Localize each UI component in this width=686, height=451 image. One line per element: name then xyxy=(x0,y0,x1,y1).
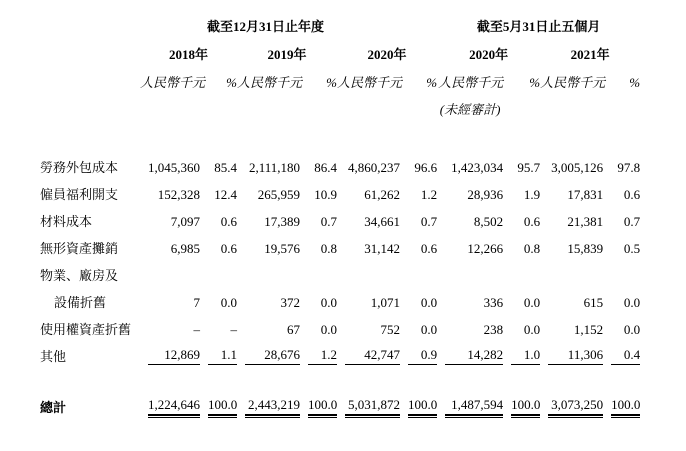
year-header-2019: 2019年 xyxy=(267,46,307,62)
amount-cell xyxy=(140,316,200,343)
amount-cell xyxy=(140,208,200,235)
unaudited-note-row xyxy=(40,96,640,122)
cell-value: 1,071 xyxy=(370,295,400,310)
amount-cell xyxy=(140,154,200,181)
amount-cell xyxy=(337,235,400,262)
cell-value: 95.7 xyxy=(517,160,541,175)
cell-value: 1,152 xyxy=(573,322,604,337)
amount-cell xyxy=(337,394,400,420)
percent-cell xyxy=(200,154,237,181)
cell-value: 31,142 xyxy=(364,241,400,256)
cell-value: 96.6 xyxy=(414,160,438,175)
percent-cell xyxy=(400,394,437,420)
amount-cell xyxy=(237,289,300,316)
cell-value: 0.7 xyxy=(623,214,641,229)
amount-cell xyxy=(237,262,300,289)
table-header xyxy=(40,12,640,122)
percent-cell xyxy=(200,394,237,420)
percent-cell xyxy=(603,394,640,420)
percent-cell xyxy=(603,343,640,370)
cell-value: 1.9 xyxy=(523,187,541,202)
cell-value: 0.8 xyxy=(523,241,541,256)
cell-value: 12.4 xyxy=(214,187,237,202)
cell-value: 0.6 xyxy=(220,214,237,229)
amount-cell xyxy=(237,154,300,181)
spacer-row xyxy=(40,370,640,394)
percent-cell xyxy=(503,208,540,235)
cell-value: 615 xyxy=(583,295,604,310)
cell-value: 1,423,034 xyxy=(451,160,504,175)
cell-value: 336 xyxy=(483,295,504,310)
unaudited-note: (未經審計) xyxy=(439,101,501,117)
table-row xyxy=(40,289,640,316)
cell-value: 2,111,180 xyxy=(248,160,300,175)
row-label: 無形資產攤銷 xyxy=(40,241,119,256)
cell-value: 100.0 xyxy=(611,398,640,416)
cell-value: 34,661 xyxy=(364,214,400,229)
cell-value: 0.0 xyxy=(623,295,641,310)
cell-value: 0.9 xyxy=(408,348,437,365)
column-group-five-months: 截至5月31日止五個月 xyxy=(476,18,601,34)
cell-value: 0.0 xyxy=(623,322,641,337)
amount-cell xyxy=(540,289,603,316)
percent-cell xyxy=(400,316,437,343)
percent-cell xyxy=(200,181,237,208)
cell-value: 1.2 xyxy=(308,348,337,365)
percent-header: % xyxy=(426,74,438,90)
cell-value: 17,831 xyxy=(567,187,604,202)
table-row xyxy=(40,208,640,235)
amount-cell xyxy=(540,394,603,420)
amount-cell xyxy=(437,262,503,289)
cell-value: 42,747 xyxy=(345,348,400,365)
amount-cell xyxy=(540,181,603,208)
spacer-cell xyxy=(40,122,640,154)
percent-cell xyxy=(300,289,337,316)
percent-cell xyxy=(503,394,540,420)
cell-value: 1,487,594 xyxy=(445,398,503,416)
cell-value: 0.0 xyxy=(420,295,438,310)
percent-cell xyxy=(603,235,640,262)
cell-value: 152,328 xyxy=(157,187,200,202)
cell-value: 3,005,126 xyxy=(551,160,604,175)
cost-breakdown-table xyxy=(40,12,640,420)
row-label: 物業、廠房及 xyxy=(40,268,119,283)
table-row xyxy=(40,262,640,289)
amount-cell xyxy=(540,208,603,235)
cell-value: 238 xyxy=(483,322,504,337)
percent-cell xyxy=(200,208,237,235)
cell-value: 21,381 xyxy=(567,214,604,229)
amount-cell xyxy=(437,154,503,181)
row-label: 其他 xyxy=(40,349,67,364)
row-label: 僱員福利開支 xyxy=(40,187,119,202)
percent-header: % xyxy=(226,74,237,90)
cell-value: 97.8 xyxy=(617,160,641,175)
spacer-cell xyxy=(503,96,640,122)
cell-value: 10.9 xyxy=(314,187,337,202)
cell-value: 4,860,237 xyxy=(348,160,400,175)
amount-cell xyxy=(337,343,400,370)
percent-cell xyxy=(503,262,540,289)
year-header-2020-5m: 2020年 xyxy=(469,46,509,62)
cell-value: 100.0 xyxy=(208,398,237,416)
percent-cell xyxy=(400,235,437,262)
amount-cell xyxy=(140,235,200,262)
amount-cell xyxy=(237,316,300,343)
table-row xyxy=(40,316,640,343)
cell-value: 0.6 xyxy=(220,241,237,256)
amount-cell xyxy=(337,316,400,343)
row-label: 使用權資產折舊 xyxy=(40,322,132,337)
percent-cell xyxy=(503,181,540,208)
cell-value: 3,073,250 xyxy=(548,398,603,416)
percent-header: % xyxy=(629,74,641,90)
total-row xyxy=(40,394,640,420)
percent-cell xyxy=(300,394,337,420)
cell-value: 0.0 xyxy=(523,322,541,337)
row-label: 設備折舊 xyxy=(54,295,107,310)
unit-header: 人民幣千元 xyxy=(438,74,504,90)
percent-cell xyxy=(503,343,540,370)
amount-cell xyxy=(337,208,400,235)
percent-cell xyxy=(400,181,437,208)
amount-cell xyxy=(337,154,400,181)
cell-value: – xyxy=(230,322,237,337)
cell-value: 28,676 xyxy=(245,348,300,365)
percent-cell xyxy=(603,154,640,181)
cell-value: 7 xyxy=(193,295,200,310)
percent-cell xyxy=(300,343,337,370)
cell-value: 5,031,872 xyxy=(345,398,400,416)
percent-cell xyxy=(200,235,237,262)
percent-cell xyxy=(300,262,337,289)
cell-value: 1,224,646 xyxy=(148,398,200,416)
total-label: 總計 xyxy=(40,399,67,415)
amount-cell xyxy=(437,289,503,316)
amount-cell xyxy=(337,181,400,208)
spacer-row xyxy=(40,122,640,154)
cell-value: 0.6 xyxy=(623,187,641,202)
cell-value: – xyxy=(193,322,200,337)
amount-cell xyxy=(337,289,400,316)
amount-cell xyxy=(437,181,503,208)
amount-cell xyxy=(540,343,603,370)
cell-value: 11,306 xyxy=(548,348,603,365)
amount-cell xyxy=(237,394,300,420)
year-header-2020: 2020年 xyxy=(367,46,407,62)
cell-value: 0.7 xyxy=(420,214,438,229)
percent-cell xyxy=(603,181,640,208)
amount-cell xyxy=(140,181,200,208)
percent-cell xyxy=(200,316,237,343)
table-row xyxy=(40,154,640,181)
unit-header: 人民幣千元 xyxy=(140,74,206,90)
table-footer xyxy=(40,370,640,420)
percent-cell xyxy=(603,289,640,316)
cell-value: 12,869 xyxy=(148,348,200,365)
percent-cell xyxy=(300,154,337,181)
unit-header-row xyxy=(40,68,640,96)
cell-value: 1.2 xyxy=(420,187,438,202)
percent-cell xyxy=(603,208,640,235)
amount-cell xyxy=(237,208,300,235)
cell-value: 19,576 xyxy=(264,241,300,256)
cell-value: 100.0 xyxy=(408,398,437,416)
column-group-annual: 截至12月31日止年度 xyxy=(207,18,325,34)
cell-value: 0.4 xyxy=(611,348,640,365)
cell-value: 0.8 xyxy=(320,241,337,256)
cell-value: 100.0 xyxy=(511,398,540,416)
year-header-row xyxy=(40,40,640,68)
percent-cell xyxy=(200,262,237,289)
cell-value: 1,045,360 xyxy=(148,160,200,175)
percent-cell xyxy=(300,181,337,208)
percent-cell xyxy=(400,289,437,316)
amount-cell xyxy=(237,235,300,262)
amount-cell xyxy=(437,343,503,370)
cell-value: 67 xyxy=(287,322,300,337)
table-row xyxy=(40,181,640,208)
cell-value: 0.6 xyxy=(420,241,438,256)
cell-value: 0.0 xyxy=(320,322,337,337)
amount-cell xyxy=(140,262,200,289)
unit-header: 人民幣千元 xyxy=(337,74,403,90)
percent-cell xyxy=(503,289,540,316)
year-header-2021-5m: 2021年 xyxy=(570,46,610,62)
percent-cell xyxy=(603,316,640,343)
cell-value: 6,985 xyxy=(170,241,200,256)
percent-cell xyxy=(400,208,437,235)
cell-value: 15,839 xyxy=(567,241,604,256)
table-body xyxy=(40,122,640,370)
spacer-cell xyxy=(40,68,140,96)
cell-value: 0.0 xyxy=(523,295,541,310)
percent-cell xyxy=(300,208,337,235)
amount-cell xyxy=(237,343,300,370)
cell-value: 7,097 xyxy=(170,214,200,229)
row-label: 材料成本 xyxy=(40,214,93,229)
cell-value: 265,959 xyxy=(257,187,300,202)
cell-value: 0.6 xyxy=(523,214,541,229)
amount-cell xyxy=(437,394,503,420)
cell-value: 0.0 xyxy=(220,295,237,310)
year-header-2018: 2018年 xyxy=(168,46,208,62)
cell-value: 12,266 xyxy=(467,241,504,256)
percent-cell xyxy=(300,316,337,343)
spacer-cell xyxy=(40,370,640,394)
row-label: 勞務外包成本 xyxy=(40,160,119,175)
percent-cell xyxy=(603,262,640,289)
spacer-cell xyxy=(40,96,437,122)
amount-cell xyxy=(337,262,400,289)
amount-cell xyxy=(540,235,603,262)
table-row xyxy=(40,235,640,262)
cell-value: 85.4 xyxy=(214,160,237,175)
percent-cell xyxy=(200,289,237,316)
cell-value: 0.0 xyxy=(420,322,438,337)
cell-value: 0.7 xyxy=(320,214,337,229)
unit-header: 人民幣千元 xyxy=(237,74,303,90)
amount-cell xyxy=(237,181,300,208)
document-page xyxy=(0,12,686,451)
table-row xyxy=(40,343,640,370)
cell-value: 372 xyxy=(280,295,300,310)
amount-cell xyxy=(140,289,200,316)
cell-value: 14,282 xyxy=(445,348,503,365)
amount-cell xyxy=(540,262,603,289)
cell-value: 100.0 xyxy=(308,398,337,416)
percent-cell xyxy=(503,154,540,181)
cell-value: 28,936 xyxy=(467,187,504,202)
percent-cell xyxy=(400,262,437,289)
percent-cell xyxy=(400,154,437,181)
spacer-cell xyxy=(40,40,140,68)
cell-value: 8,502 xyxy=(473,214,504,229)
column-group-row xyxy=(40,12,640,40)
percent-cell xyxy=(300,235,337,262)
amount-cell xyxy=(540,154,603,181)
amount-cell xyxy=(140,394,200,420)
percent-header: % xyxy=(326,74,337,90)
cell-value: 86.4 xyxy=(314,160,337,175)
corner-cell xyxy=(40,12,140,40)
cell-value: 752 xyxy=(380,322,400,337)
cell-value: 1.0 xyxy=(511,348,540,365)
amount-cell xyxy=(140,343,200,370)
amount-cell xyxy=(540,316,603,343)
cell-value: 2,443,219 xyxy=(245,398,300,416)
percent-cell xyxy=(200,343,237,370)
cell-value: 0.5 xyxy=(623,241,641,256)
cell-value: 17,389 xyxy=(264,214,300,229)
amount-cell xyxy=(437,316,503,343)
percent-cell xyxy=(503,235,540,262)
cell-value: 0.0 xyxy=(320,295,337,310)
percent-cell xyxy=(503,316,540,343)
cell-value: 61,262 xyxy=(364,187,400,202)
amount-cell xyxy=(437,208,503,235)
percent-cell xyxy=(400,343,437,370)
percent-header: % xyxy=(529,74,541,90)
amount-cell xyxy=(437,235,503,262)
unit-header: 人民幣千元 xyxy=(540,74,606,90)
cell-value: 1.1 xyxy=(208,348,237,365)
